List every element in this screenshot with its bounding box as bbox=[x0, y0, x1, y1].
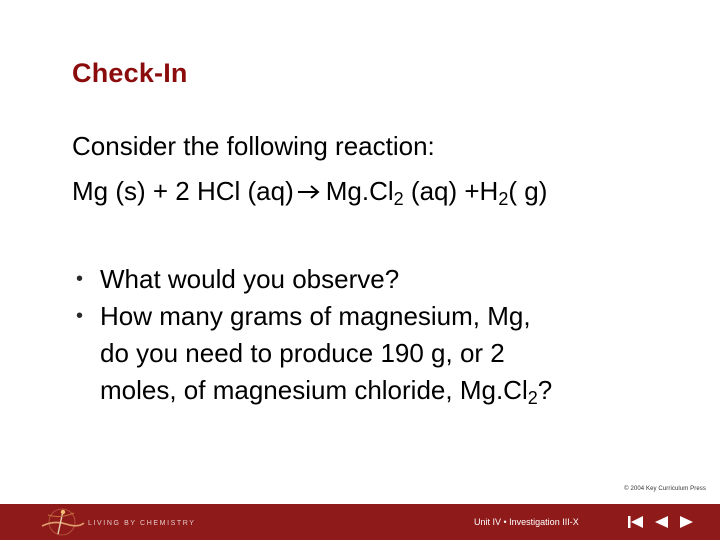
bullet-item bbox=[76, 261, 666, 298]
formula-subscript: 2 bbox=[527, 388, 538, 408]
equation-product-2: (aq) +H bbox=[403, 176, 499, 206]
bullet-list bbox=[76, 261, 666, 409]
brand-text: LIVING BY CHEMISTRY bbox=[88, 520, 196, 527]
question-mark: ? bbox=[537, 375, 553, 405]
copyright-notice: © 2004 Key Curriculum Press bbox=[624, 486, 706, 492]
bullet-line: What would you observe? bbox=[100, 264, 400, 294]
bullet-line: do you need to produce 190 g, or 2 bbox=[100, 338, 505, 368]
slide-title: Check-In bbox=[72, 58, 188, 88]
bullet-icon: • bbox=[76, 305, 84, 327]
first-icon[interactable] bbox=[628, 516, 644, 528]
bullet-line: How many grams of magnesium, Mg, bbox=[100, 301, 531, 331]
bullet-line-last bbox=[100, 372, 552, 409]
previous-icon[interactable] bbox=[654, 516, 670, 528]
bullet-icon: • bbox=[76, 268, 84, 290]
next-icon[interactable] bbox=[678, 516, 694, 528]
reaction-equation bbox=[72, 169, 547, 214]
equation-product-3: ( g) bbox=[508, 176, 548, 206]
equation-product-1: Mg.Cl bbox=[325, 176, 394, 206]
arrow-right-icon bbox=[296, 183, 322, 201]
bullet-line: moles, of magnesium chloride, Mg.Cl bbox=[100, 375, 528, 405]
equation-subscript: 2 bbox=[498, 189, 509, 209]
unit-label: Unit IV • Investigation III-X bbox=[474, 517, 579, 527]
footer-bar bbox=[0, 504, 720, 540]
intro-line: Consider the following reaction: bbox=[72, 131, 435, 161]
reaction-intro bbox=[72, 124, 547, 214]
bullet-item bbox=[76, 298, 666, 409]
equation-subscript: 2 bbox=[393, 189, 404, 209]
equation-reactants: Mg (s) + 2 HCl (aq) bbox=[72, 176, 294, 206]
